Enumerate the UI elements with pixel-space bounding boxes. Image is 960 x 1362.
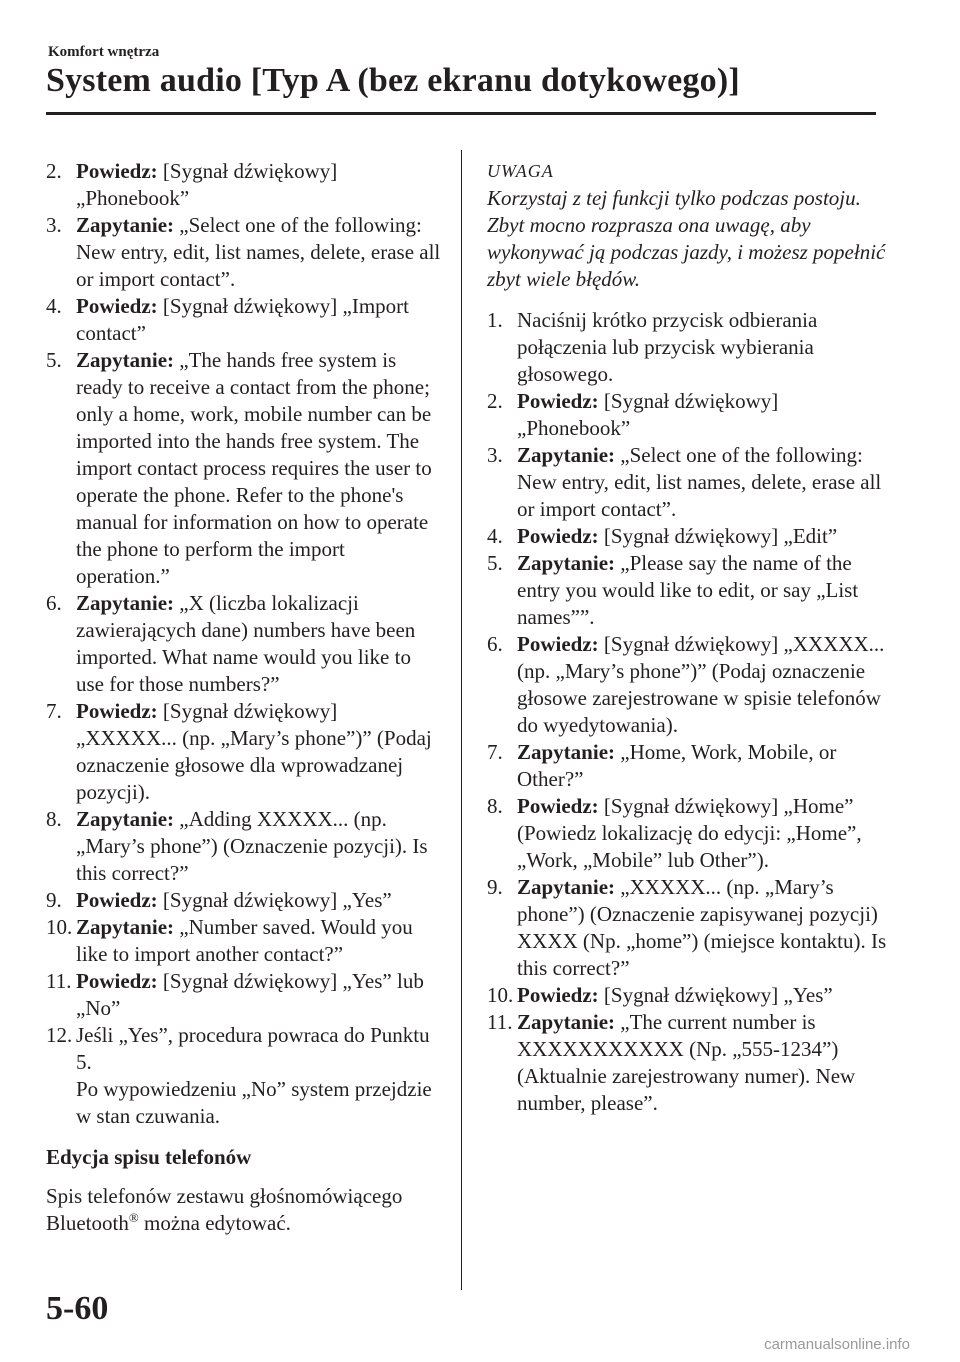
- right-steps-list: [487, 307, 887, 1117]
- step-item: [46, 158, 441, 212]
- step-item: [487, 550, 887, 631]
- step-number: 3.: [487, 443, 503, 467]
- step-label: Powiedz:: [517, 389, 599, 413]
- step-number: 12.: [46, 1023, 73, 1047]
- step-label: Zapytanie:: [76, 348, 175, 372]
- page-number: 5-60: [46, 1290, 109, 1327]
- step-item: [487, 793, 887, 874]
- section-paragraph: [46, 1183, 441, 1237]
- registered-mark: ®: [128, 1210, 139, 1225]
- step-text: „The current number is XXXXXXXXXXX (Np. „555-1234”) (Aktualnie zarejestrowany numer). New number, please”.: [517, 1010, 856, 1115]
- step-number: 9.: [46, 888, 62, 912]
- left-column: [46, 158, 441, 1237]
- step-number: 5.: [487, 551, 503, 575]
- step-text: „Please say the name of the entry you would like to edit, or say „List names””.: [517, 551, 859, 629]
- step-number: 2.: [487, 389, 503, 413]
- step-text: „Select one of the following: New entry, edit, list names, delete, erase all or import contact”.: [76, 213, 441, 291]
- step-text: Jeśli „Yes”, procedura powraca do Punktu 5.: [76, 1023, 430, 1074]
- step-text: [Sygnał dźwiękowy] „Phonebook”: [76, 159, 338, 210]
- page-title: System audio [Typ A (bez ekranu dotykowego)]: [46, 62, 740, 99]
- step-text: „The hands free system is ready to receive a contact from the phone; only a home, work, mobile number can be imported into the hands free system. The import contact process requires the user to operate the phone. Refer to the phone's manual for information on how to operate the phone to perform the import operation.”: [76, 348, 432, 588]
- note-body: Korzystaj z tej funkcji tylko podczas postoju. Zbyt mocno rozprasza ona uwagę, aby wykonywać ją podczas jazdy, i możesz popełnić zbyt wiele błędów.: [487, 186, 886, 291]
- step-12-extra: [46, 1076, 441, 1130]
- step-item: [46, 590, 441, 698]
- step-label: Powiedz:: [76, 888, 158, 912]
- right-column: [487, 158, 887, 1117]
- step-number: 3.: [46, 213, 62, 237]
- step-number: 9.: [487, 875, 503, 899]
- step-label: Zapytanie:: [517, 1010, 616, 1034]
- section-paragraph-text: Spis telefonów zestawu głośnomówiącego Bluetooth: [46, 1184, 403, 1235]
- step-text: „Number saved. Would you like to import another contact?”: [76, 915, 413, 966]
- step-item: [487, 523, 887, 550]
- step-number: 11.: [46, 969, 72, 993]
- step-text: [Sygnał dźwiękowy] „Phonebook”: [517, 389, 779, 440]
- step-item: [46, 347, 441, 590]
- step-item: [46, 806, 441, 887]
- step-text: [Sygnał dźwiękowy] „Home” (Powiedz lokalizację do edycji: „Home”, „Work, „Mobile” lub Other”).: [517, 794, 862, 872]
- step-item: [487, 874, 887, 982]
- step-text: [Sygnał dźwiękowy] „Yes”: [598, 983, 833, 1007]
- step-label: Zapytanie:: [76, 807, 175, 831]
- step-label: Powiedz:: [517, 794, 599, 818]
- step-label: Zapytanie:: [76, 591, 175, 615]
- note-block: [487, 158, 887, 293]
- step-item: [487, 739, 887, 793]
- step-label: Powiedz:: [76, 969, 158, 993]
- step-text: „Adding XXXXX... (np. „Mary’s phone”) (Oznaczenie pozycji). Is this correct?”: [76, 807, 428, 885]
- step-number: 6.: [46, 591, 62, 615]
- step-label: Powiedz:: [76, 294, 158, 318]
- step-number: 6.: [487, 632, 503, 656]
- step-text: [Sygnał dźwiękowy] „XXXXX... (np. „Mary’s phone”)” (Podaj oznaczenie głosowe dla wprowadzanej pozycji).: [76, 699, 432, 804]
- step-text: „XXXXX... (np. „Mary’s phone”) (Oznaczenie zapisywanej pozycji) XXXX (Np. „home”) (miejsce kontaktu). Is this correct?”: [517, 875, 887, 980]
- step-item: [46, 698, 441, 806]
- header-divider: [46, 112, 876, 115]
- step-item: [46, 914, 441, 968]
- step-label: Zapytanie:: [517, 551, 616, 575]
- step-number: 1.: [487, 308, 503, 332]
- step-number: 8.: [46, 807, 62, 831]
- step-text: [Sygnał dźwiękowy] „Yes”: [157, 888, 392, 912]
- step-label: Zapytanie:: [76, 915, 175, 939]
- step-number: 8.: [487, 794, 503, 818]
- step-number: 10.: [46, 915, 73, 939]
- step-label: Zapytanie:: [517, 875, 616, 899]
- step-number: 7.: [46, 699, 62, 723]
- step-label: Powiedz:: [517, 983, 599, 1007]
- step-text: [Sygnał dźwiękowy] „Import contact”: [76, 294, 410, 345]
- step-label: Zapytanie:: [517, 740, 616, 764]
- column-divider: [461, 150, 462, 1290]
- step-text: „X (liczba lokalizacji zawierających dane) numbers have been imported. What name would you like to use for those numbers?”: [76, 591, 416, 696]
- step-item: [46, 212, 441, 293]
- step-text: „Home, Work, Mobile, or Other?”: [517, 740, 837, 791]
- step-label: Powiedz:: [76, 159, 158, 183]
- step-text: [Sygnał dźwiękowy] „Yes” lub „No”: [76, 969, 424, 1020]
- step-label: Zapytanie:: [517, 443, 616, 467]
- step-item: [487, 1009, 887, 1117]
- step-item: [46, 293, 441, 347]
- section-label: Komfort wnętrza: [48, 44, 160, 60]
- step-number: 4.: [46, 294, 62, 318]
- step-12-extra-text: Po wypowiedzeniu „No” system przejdzie w stan czuwania.: [76, 1077, 432, 1128]
- step-item: [487, 631, 887, 739]
- step-label: Powiedz:: [76, 699, 158, 723]
- step-item: [487, 307, 887, 388]
- step-number: 5.: [46, 348, 62, 372]
- step-label: Zapytanie:: [76, 213, 175, 237]
- watermark: carmanualsonline.info: [764, 1336, 910, 1353]
- step-item: [46, 1022, 441, 1076]
- step-text: [Sygnał dźwiękowy] „XXXXX... (np. „Mary’s phone”)” (Podaj oznaczenie głosowe zarejestrowane w spisie telefonów do wyedytowania).: [517, 632, 885, 737]
- step-number: 10.: [487, 983, 514, 1007]
- step-text: „Select one of the following: New entry, edit, list names, delete, erase all or import contact”.: [517, 443, 882, 521]
- step-item: [46, 968, 441, 1022]
- section-title: Edycja spisu telefonów: [46, 1145, 252, 1169]
- step-text: [Sygnał dźwiękowy] „Edit”: [598, 524, 838, 548]
- step-label: Powiedz:: [517, 524, 599, 548]
- step-item: [487, 442, 887, 523]
- step-number: 11.: [487, 1010, 513, 1034]
- left-steps-list: [46, 158, 441, 1076]
- step-item: [487, 982, 887, 1009]
- step-number: 2.: [46, 159, 62, 183]
- step-number: 4.: [487, 524, 503, 548]
- step-number: 7.: [487, 740, 503, 764]
- step-text: Naciśnij krótko przycisk odbierania połączenia lub przycisk wybierania głosowego.: [517, 308, 818, 386]
- step-label: Powiedz:: [517, 632, 599, 656]
- note-heading: UWAGA: [487, 161, 554, 181]
- section-paragraph-end: można edytować.: [138, 1211, 291, 1235]
- step-item: [46, 887, 441, 914]
- step-item: [487, 388, 887, 442]
